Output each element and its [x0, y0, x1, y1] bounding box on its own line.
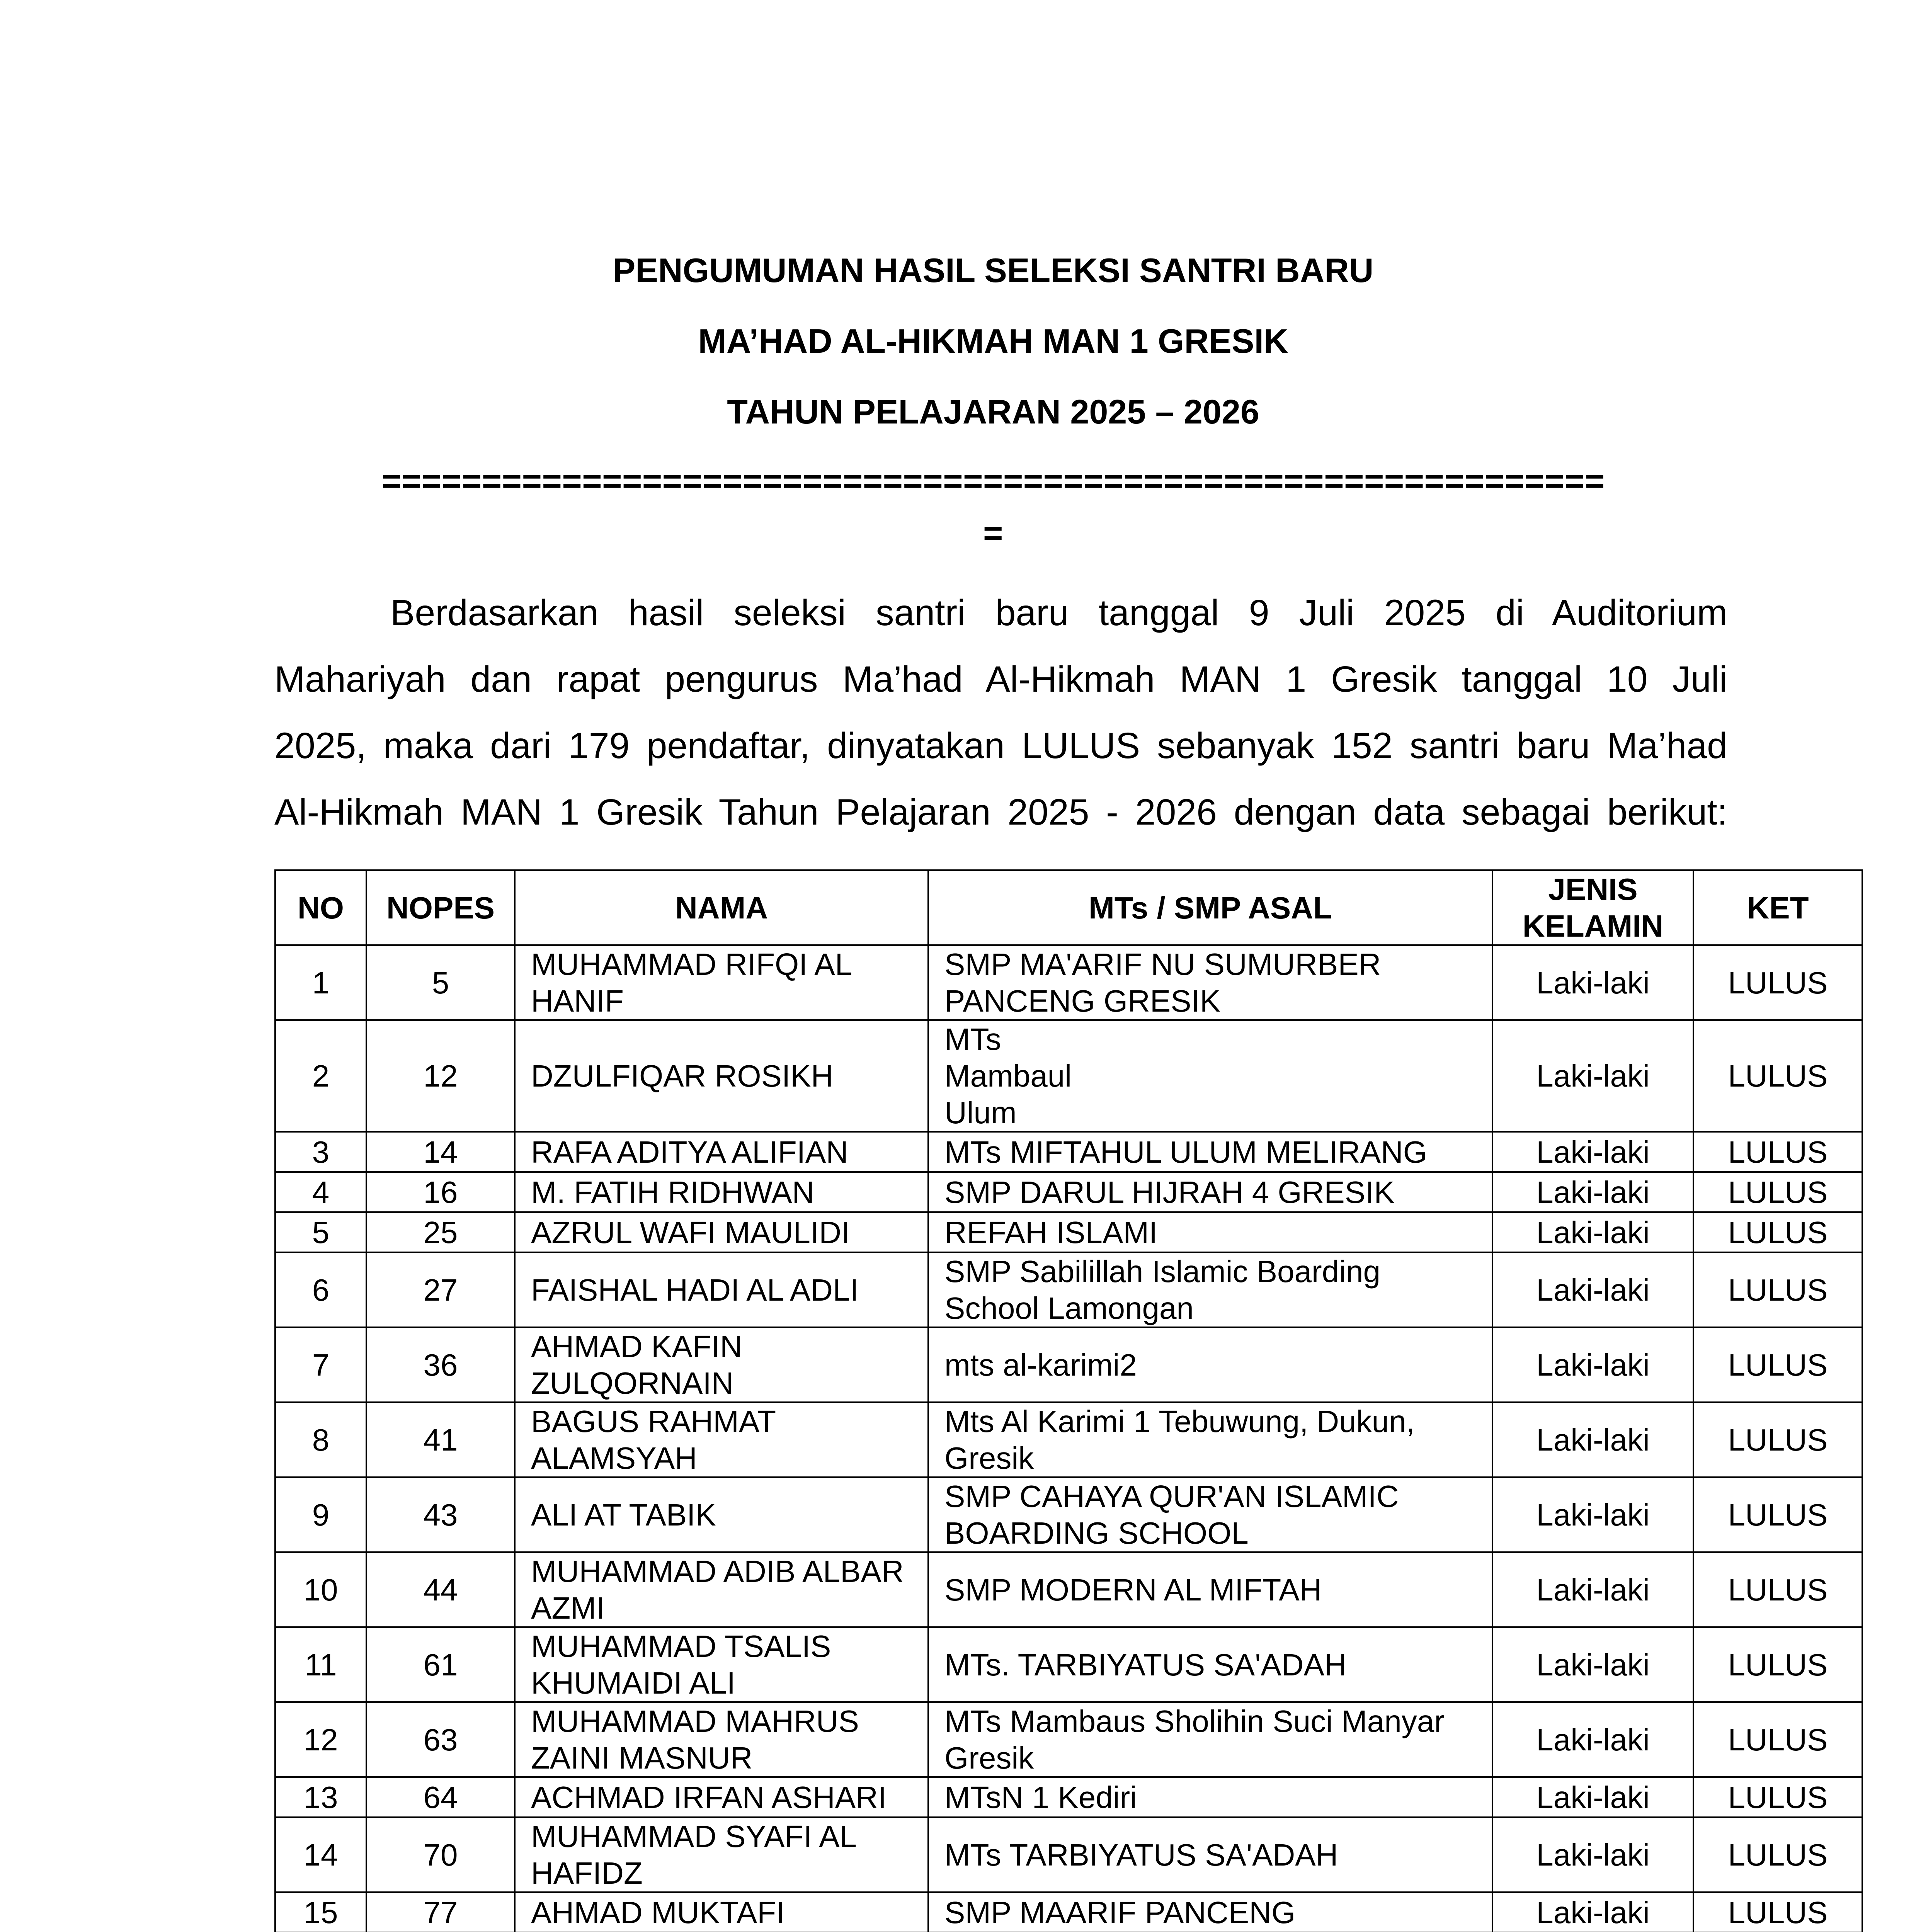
table-row: [275, 1402, 1862, 1477]
intro-line-3: 2025, maka dari 179 pendaftar, dinyatakan LULUS sebanyak 152 santri baru Ma’had: [274, 725, 1727, 766]
table-row: [275, 1132, 1862, 1172]
separator-line: =============================================================: [381, 462, 1605, 500]
header-nama: NAMA: [515, 870, 928, 945]
cell-nama: AHMAD KAFIN ZULQORNAIN: [515, 1327, 928, 1402]
cell-ket: LULUS: [1693, 1132, 1862, 1172]
cell-nama: AZRUL WAFI MAULIDI: [515, 1212, 928, 1252]
cell-nopes: 25: [366, 1212, 515, 1252]
cell-asal: SMP Sabilillah Islamic Boarding School Lamongan: [928, 1252, 1492, 1327]
cell-jenis-kelamin: Laki-laki: [1492, 1402, 1693, 1477]
cell-ket: LULUS: [1693, 1212, 1862, 1252]
table-row: [275, 1212, 1862, 1252]
table-row: [275, 1777, 1862, 1817]
cell-ket: LULUS: [1693, 1552, 1862, 1627]
intro-line-2: Mahariyah dan rapat pengurus Ma’had Al-Hikmah MAN 1 Gresik tanggal 10 Juli: [274, 659, 1727, 700]
cell-ket: LULUS: [1693, 1402, 1862, 1477]
cell-nopes: 44: [366, 1552, 515, 1627]
cell-asal: MTs Mambaul Ulum: [928, 1020, 1492, 1132]
cell-asal: MTs Mambaus Sholihin Suci Manyar Gresik: [928, 1702, 1492, 1777]
table-row: [275, 945, 1862, 1020]
table-row: [275, 1327, 1862, 1402]
cell-jenis-kelamin: Laki-laki: [1492, 1552, 1693, 1627]
cell-asal: MTsN 1 Kediri: [928, 1777, 1492, 1817]
institution-name: MA’HAD AL-HIKMAH MAN 1 GRESIK: [698, 322, 1288, 360]
cell-no: 13: [275, 1777, 366, 1817]
header-no: NO: [275, 870, 366, 945]
cell-asal: MTs MIFTAHUL ULUM MELIRANG: [928, 1132, 1492, 1172]
cell-asal: MTs. TARBIYATUS SA'ADAH: [928, 1627, 1492, 1702]
cell-no: 2: [275, 1020, 366, 1132]
cell-nopes: 63: [366, 1702, 515, 1777]
cell-asal: mts al-karimi2: [928, 1327, 1492, 1402]
cell-no: 8: [275, 1402, 366, 1477]
cell-no: 5: [275, 1212, 366, 1252]
cell-nopes: 61: [366, 1627, 515, 1702]
cell-jenis-kelamin: Laki-laki: [1492, 945, 1693, 1020]
cell-nopes: 27: [366, 1252, 515, 1327]
header-ket: KET: [1693, 870, 1862, 945]
intro-line-4: Al-Hikmah MAN 1 Gresik Tahun Pelajaran 2025 - 2026 dengan data sebagai berikut:: [274, 792, 1727, 833]
result-table: [274, 869, 1863, 1932]
cell-jenis-kelamin: Laki-laki: [1492, 1327, 1693, 1402]
cell-nopes: 43: [366, 1477, 515, 1552]
table-row: [275, 1892, 1862, 1932]
cell-jenis-kelamin: Laki-laki: [1492, 1702, 1693, 1777]
cell-nama: MUHAMMAD SYAFI AL HAFIDZ: [515, 1817, 928, 1892]
cell-no: 6: [275, 1252, 366, 1327]
cell-jenis-kelamin: Laki-laki: [1492, 1817, 1693, 1892]
cell-nama: MUHAMMAD RIFQI AL HANIF: [515, 945, 928, 1020]
cell-nama: MUHAMMAD MAHRUS ZAINI MASNUR: [515, 1702, 928, 1777]
cell-jenis-kelamin: Laki-laki: [1492, 1212, 1693, 1252]
table-row: [275, 1702, 1862, 1777]
cell-nopes: 36: [366, 1327, 515, 1402]
cell-ket: LULUS: [1693, 1892, 1862, 1932]
cell-asal: SMP DARUL HIJRAH 4 GRESIK: [928, 1172, 1492, 1212]
cell-nama: ALI AT TABIK: [515, 1477, 928, 1552]
cell-nama: M. FATIH RIDHWAN: [515, 1172, 928, 1212]
table-row: [275, 1627, 1862, 1702]
separator-tail: =: [983, 514, 1003, 552]
cell-nopes: 5: [366, 945, 515, 1020]
table-row: [275, 1172, 1862, 1212]
cell-asal: MTs TARBIYATUS SA'ADAH: [928, 1817, 1492, 1892]
header-jenis-kelamin: JENIS KELAMIN: [1492, 870, 1693, 945]
cell-no: 1: [275, 945, 366, 1020]
cell-ket: LULUS: [1693, 1020, 1862, 1132]
cell-asal: SMP MAARIF PANCENG: [928, 1892, 1492, 1932]
table-row: [275, 1552, 1862, 1627]
cell-jenis-kelamin: Laki-laki: [1492, 1777, 1693, 1817]
cell-jenis-kelamin: Laki-laki: [1492, 1252, 1693, 1327]
cell-no: 3: [275, 1132, 366, 1172]
cell-nama: FAISHAL HADI AL ADLI: [515, 1252, 928, 1327]
cell-ket: LULUS: [1693, 1252, 1862, 1327]
cell-nama: RAFA ADITYA ALIFIAN: [515, 1132, 928, 1172]
cell-nopes: 14: [366, 1132, 515, 1172]
academic-year: TAHUN PELAJARAN 2025 – 2026: [727, 393, 1259, 431]
cell-no: 14: [275, 1817, 366, 1892]
cell-nopes: 64: [366, 1777, 515, 1817]
cell-no: 4: [275, 1172, 366, 1212]
cell-ket: LULUS: [1693, 1702, 1862, 1777]
cell-jenis-kelamin: Laki-laki: [1492, 1627, 1693, 1702]
cell-nama: AHMAD MUKTAFI: [515, 1892, 928, 1932]
cell-jenis-kelamin: Laki-laki: [1492, 1020, 1693, 1132]
cell-jenis-kelamin: Laki-laki: [1492, 1172, 1693, 1212]
table-row: [275, 1020, 1862, 1132]
cell-nama: MUHAMMAD TSALIS KHUMAIDI ALI: [515, 1627, 928, 1702]
intro-line-1: Berdasarkan hasil seleksi santri baru tanggal 9 Juli 2025 di Auditorium: [390, 592, 1727, 633]
cell-no: 10: [275, 1552, 366, 1627]
cell-nopes: 16: [366, 1172, 515, 1212]
cell-jenis-kelamin: Laki-laki: [1492, 1132, 1693, 1172]
cell-nama: DZULFIQAR ROSIKH: [515, 1020, 928, 1132]
header-asal: MTs / SMP ASAL: [928, 870, 1492, 945]
cell-no: 11: [275, 1627, 366, 1702]
cell-ket: LULUS: [1693, 945, 1862, 1020]
cell-ket: LULUS: [1693, 1627, 1862, 1702]
cell-nopes: 70: [366, 1817, 515, 1892]
cell-ket: LULUS: [1693, 1477, 1862, 1552]
cell-ket: LULUS: [1693, 1172, 1862, 1212]
table-row: [275, 1477, 1862, 1552]
cell-no: 15: [275, 1892, 366, 1932]
cell-nama: ACHMAD IRFAN ASHARI: [515, 1777, 928, 1817]
header-nopes: NOPES: [366, 870, 515, 945]
cell-asal: REFAH ISLAMI: [928, 1212, 1492, 1252]
cell-nopes: 77: [366, 1892, 515, 1932]
document-title: PENGUMUMAN HASIL SELEKSI SANTRI BARU: [613, 251, 1374, 289]
cell-jenis-kelamin: Laki-laki: [1492, 1892, 1693, 1932]
cell-ket: LULUS: [1693, 1817, 1862, 1892]
cell-asal: Mts Al Karimi 1 Tebuwung, Dukun, Gresik: [928, 1402, 1492, 1477]
cell-no: 9: [275, 1477, 366, 1552]
cell-asal: SMP MODERN AL MIFTAH: [928, 1552, 1492, 1627]
table-row: [275, 1817, 1862, 1892]
cell-nopes: 41: [366, 1402, 515, 1477]
cell-ket: LULUS: [1693, 1327, 1862, 1402]
cell-nopes: 12: [366, 1020, 515, 1132]
cell-no: 7: [275, 1327, 366, 1402]
cell-asal: SMP MA'ARIF NU SUMURBER PANCENG GRESIK: [928, 945, 1492, 1020]
cell-asal: SMP CAHAYA QUR'AN ISLAMIC BOARDING SCHOOL: [928, 1477, 1492, 1552]
cell-nama: MUHAMMAD ADIB ALBAR AZMI: [515, 1552, 928, 1627]
table-row: [275, 1252, 1862, 1327]
cell-ket: LULUS: [1693, 1777, 1862, 1817]
cell-jenis-kelamin: Laki-laki: [1492, 1477, 1693, 1552]
cell-no: 12: [275, 1702, 366, 1777]
table-header-row: [275, 870, 1862, 945]
cell-nama: BAGUS RAHMAT ALAMSYAH: [515, 1402, 928, 1477]
